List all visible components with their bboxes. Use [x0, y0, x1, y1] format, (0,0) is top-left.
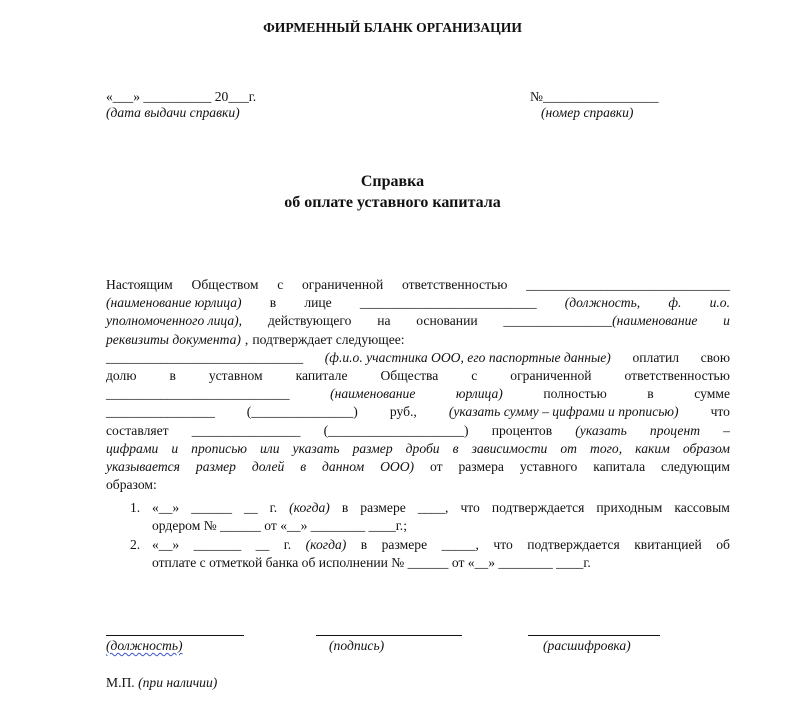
body-word: ,	[244, 331, 249, 347]
body-word: ответственностью	[401, 277, 508, 292]
list-word: «__»	[152, 500, 180, 515]
list-word: об	[716, 537, 730, 552]
list-word: что	[460, 500, 480, 515]
body-line	[106, 276, 730, 294]
body-word: каким	[635, 440, 670, 456]
body-word: ___________________________	[106, 386, 290, 402]
signature-caption-full-name: (расшифровка)	[543, 638, 631, 653]
letterhead-title: ФИРМЕННЫЙ БЛАНК ОРГАНИЗАЦИИ	[263, 20, 522, 35]
body-line	[106, 312, 730, 330]
body-word: юрлица)	[455, 386, 503, 402]
signature-line-position	[106, 635, 244, 636]
body-word: долей	[251, 458, 285, 474]
signature-line-signature	[316, 635, 462, 636]
body-word: или	[260, 440, 280, 456]
body-word: капитала	[593, 458, 646, 474]
body-word: капитале	[295, 367, 348, 383]
certificate-number-line: №_________________	[530, 89, 659, 104]
body-word: указать	[292, 440, 340, 456]
list-word: кассовым	[674, 500, 730, 515]
list-item-line	[152, 535, 730, 553]
body-word: следующим	[661, 458, 730, 474]
body-line	[106, 294, 730, 312]
body-word: (указать сумму – цифрами и прописью)	[448, 404, 679, 420]
list-item-line	[152, 516, 730, 534]
body-word: от	[429, 458, 443, 474]
list-word: __	[255, 537, 270, 552]
body-word: с	[471, 367, 478, 383]
issue-date-caption	[106, 105, 240, 121]
body-word: процент	[649, 422, 701, 438]
body-paragraph	[106, 276, 730, 494]
issue-date-caption-text: (дата выдачи справки)	[106, 105, 240, 120]
list-item-text: отплате с отметкой банка об исполнении № ______ от «__» ________ ____г.	[152, 555, 591, 571]
body-word: образом	[682, 440, 730, 456]
body-word: что	[710, 404, 730, 420]
body-word: ф.	[668, 295, 682, 311]
body-line	[106, 458, 730, 476]
list-word: размере	[381, 537, 428, 552]
body-word: сумме	[694, 386, 730, 402]
signature-caption-signature: (подпись)	[329, 638, 385, 653]
list-word: в	[341, 500, 349, 515]
list-word: _____,	[441, 537, 479, 552]
body-word: данном	[322, 458, 365, 474]
body-word: ________________	[191, 422, 301, 438]
body-word: дроби	[405, 440, 440, 456]
body-word: полностью	[543, 386, 607, 402]
body-word: –	[723, 422, 730, 438]
body-word: подтверждает следующее:	[252, 331, 405, 347]
signature-caption-position: (должность)	[106, 638, 183, 653]
body-word: реквизиты документа)	[106, 331, 241, 347]
body-word: лице	[304, 295, 332, 311]
list-word: подтверждается	[527, 537, 620, 552]
list-word: в	[360, 537, 368, 552]
body-word: размер	[195, 458, 236, 474]
body-line	[106, 385, 730, 403]
body-word: руб.,	[389, 404, 417, 420]
body-line	[106, 440, 730, 458]
body-word: того,	[590, 440, 623, 456]
body-word: ______________________________	[526, 277, 730, 292]
body-word: __________________________	[359, 295, 537, 311]
body-word: ограниченной	[302, 277, 384, 292]
body-word: прописью	[191, 440, 247, 456]
body-word: в	[300, 458, 307, 474]
body-word: (указать	[575, 422, 627, 438]
body-word: Обществом	[191, 277, 259, 292]
body-word: (наименование юрлица)	[106, 295, 242, 311]
list-word: квитанцией	[634, 537, 702, 552]
body-word: (наименование	[330, 386, 416, 402]
body-word: уставном	[208, 367, 263, 383]
body-word: ООО)	[380, 458, 415, 474]
body-word: составляет	[106, 422, 169, 438]
list-number: 2.	[130, 537, 141, 552]
body-word: Настоящим	[106, 277, 173, 292]
body-word: образом:	[106, 477, 157, 493]
body-line	[106, 331, 730, 349]
body-word: и	[171, 440, 179, 456]
list-word: г.	[269, 500, 278, 515]
body-word: основании	[416, 313, 478, 329]
list-word: подтверждается	[491, 500, 585, 515]
body-line	[106, 349, 730, 367]
body-word: свою	[700, 349, 730, 365]
list-word: «__»	[152, 537, 180, 552]
body-word: ограниченной	[510, 367, 592, 383]
body-word: _____________________________	[106, 349, 304, 365]
body-word: в	[269, 295, 277, 311]
list-word: размере	[360, 500, 406, 515]
body-word: зависимости	[471, 440, 548, 456]
document-subtitle: об оплате уставного капитала	[284, 194, 501, 211]
body-line	[106, 422, 730, 440]
issue-date-line: «___» __________ 20___г.	[106, 89, 257, 104]
body-word: размер	[352, 440, 393, 456]
body-word: процентов	[491, 422, 553, 438]
body-word: от	[560, 440, 577, 456]
list-word: __	[244, 500, 258, 515]
body-line	[106, 476, 730, 494]
body-word: действующего	[267, 313, 352, 329]
list-word: (когда)	[305, 537, 347, 552]
list-number: 1.	[130, 500, 141, 515]
list-word: ____,	[417, 500, 449, 515]
list-item-line	[152, 553, 730, 571]
list-item-1	[130, 498, 730, 536]
body-word: ________________	[106, 404, 215, 420]
body-word: уставного	[519, 458, 578, 474]
body-word: уполномоченного лица),	[106, 313, 243, 329]
body-word: в	[452, 440, 459, 456]
body-word: цифрами	[106, 440, 159, 456]
body-word: (ф.и.о. участника ООО, его паспортные данные)	[324, 349, 611, 365]
body-word: (____________________)	[323, 422, 469, 438]
body-word: (_______________)	[246, 404, 358, 420]
list-item-2	[130, 535, 730, 573]
body-line	[106, 403, 730, 421]
list-word: г.	[283, 537, 292, 552]
document-title: Справка	[360, 173, 425, 190]
body-word: размера	[458, 458, 504, 474]
body-word: и.о.	[709, 295, 730, 311]
body-word: (должность,	[564, 295, 641, 311]
body-word: с	[277, 277, 284, 292]
list-word: что	[493, 537, 513, 552]
list-word: ______	[191, 500, 232, 515]
body-word: ответственностью	[624, 367, 730, 383]
list-item-line	[152, 498, 730, 516]
body-word: указывается	[106, 458, 180, 474]
body-word: ________________(наименование	[503, 313, 698, 329]
stamp-place	[106, 675, 217, 691]
body-word: оплатил	[632, 349, 680, 365]
signature-line-full-name	[528, 635, 660, 636]
body-word: в	[169, 367, 176, 383]
list-word: приходным	[596, 500, 663, 515]
body-word: долю	[106, 367, 137, 383]
stamp-note: (при наличии)	[138, 675, 218, 690]
list-item-text: ордером № ______ от «__» ________ ____г.;	[152, 518, 407, 534]
body-line	[106, 367, 730, 385]
certificate-number-caption: (номер справки)	[541, 105, 634, 120]
body-word: Общества	[380, 367, 439, 383]
stamp-label: М.П.	[106, 675, 135, 690]
list-word: _______	[193, 537, 242, 552]
body-word: и	[723, 313, 730, 329]
body-word: на	[377, 313, 391, 329]
list-word: (когда)	[289, 500, 330, 515]
body-word: в	[647, 386, 654, 402]
